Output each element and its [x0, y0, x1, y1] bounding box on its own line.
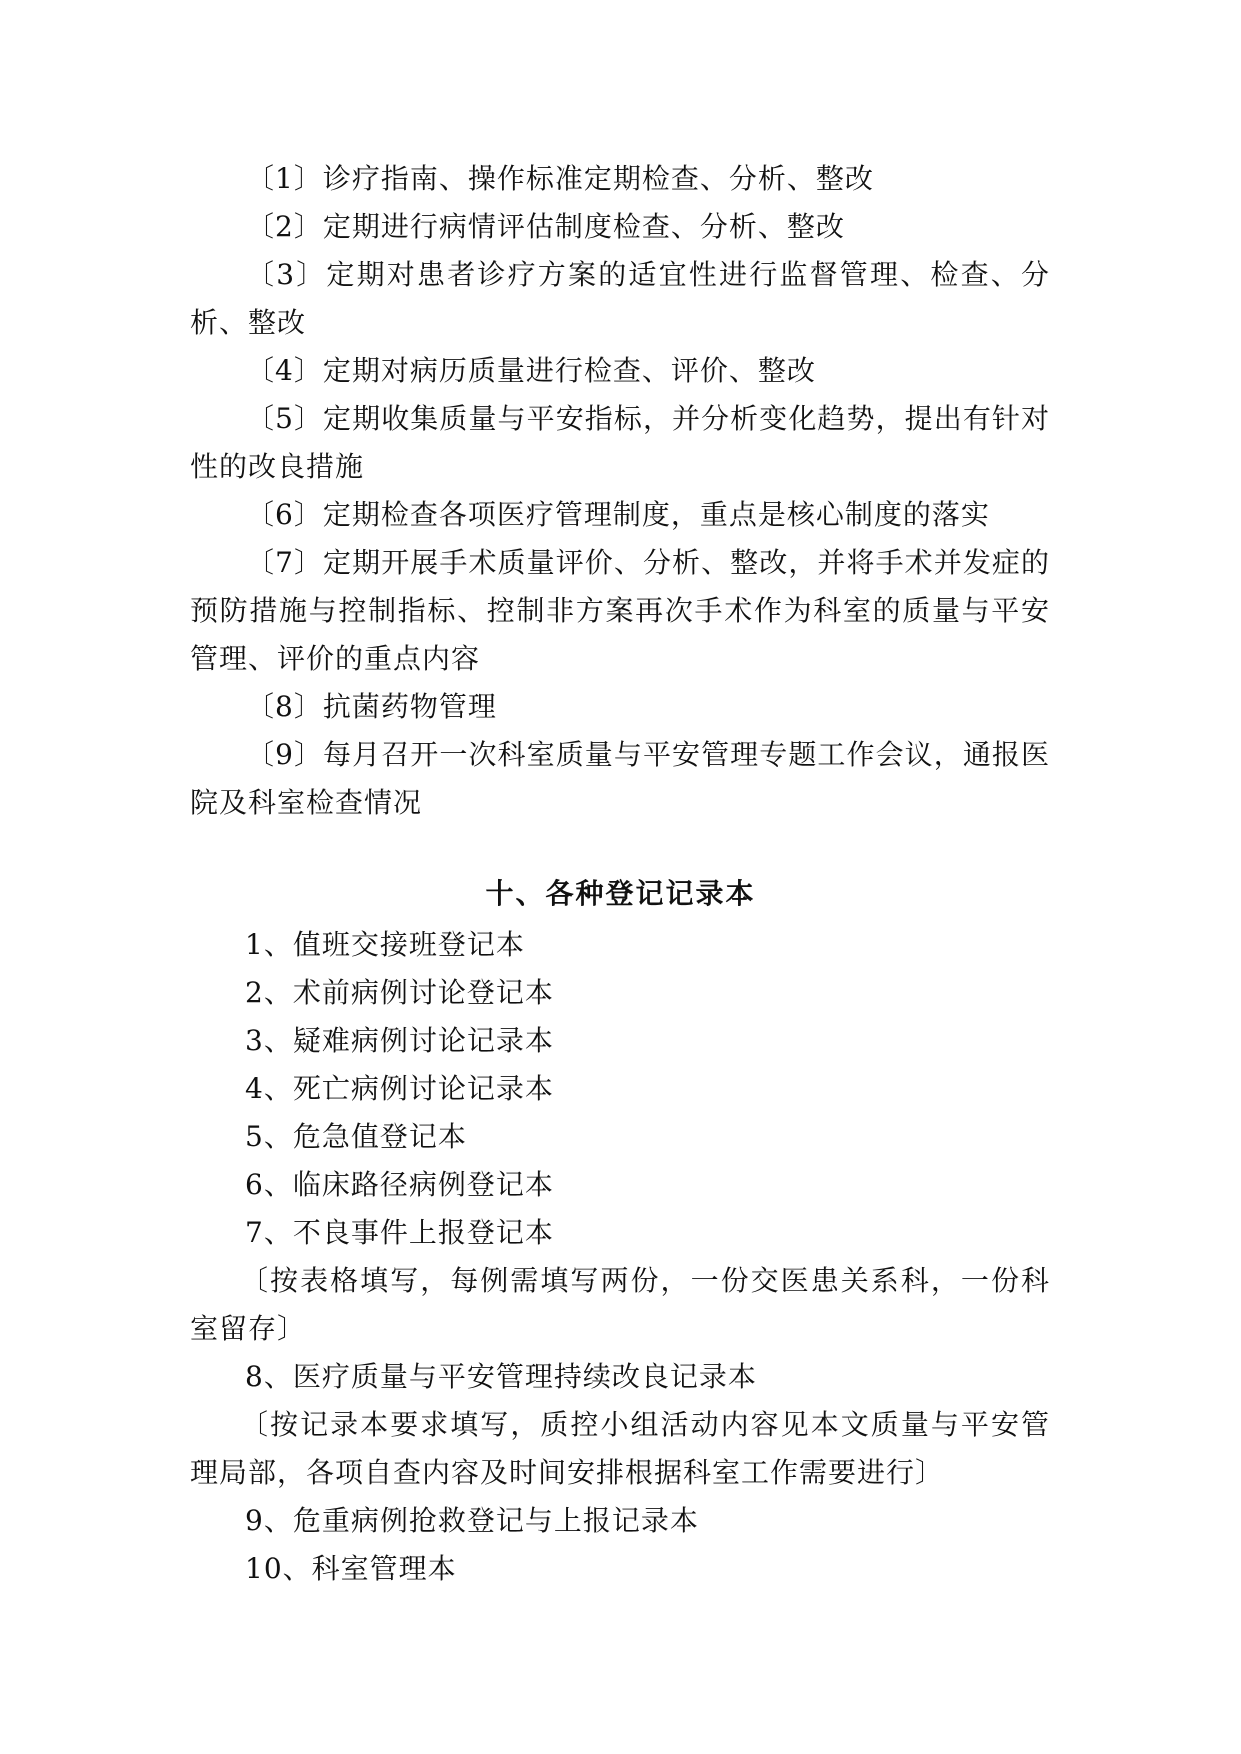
record-7-note: 〔按表格填写，每例需填写两份，一份交医患关系科，一份科室留存〕 — [190, 1264, 1050, 1345]
record-item-10: 10、科室管理本 — [245, 1552, 457, 1585]
measure-8: 〔8〕抗菌药物管理 — [246, 690, 497, 723]
measure-1: 〔1〕诊疗指南、操作标准定期检查、分析、整改 — [246, 162, 874, 195]
record-item-3: 3、疑难病例讨论记录本 — [245, 1024, 554, 1057]
measure-6: 〔6〕定期检查各项医疗管理制度，重点是核心制度的落实 — [246, 498, 990, 531]
record-item-2: 2、术前病例讨论登记本 — [245, 976, 554, 1009]
measure-4: 〔4〕定期对病历质量进行检查、评价、整改 — [246, 354, 816, 387]
record-item-8: 8、医疗质量与平安管理持续改良记录本 — [245, 1360, 757, 1393]
measure-2: 〔2〕定期进行病情评估制度检查、分析、整改 — [246, 210, 845, 243]
record-item-5: 5、危急值登记本 — [245, 1120, 467, 1153]
record-item-7: 7、不良事件上报登记本 — [245, 1216, 554, 1249]
record-item-4: 4、死亡病例讨论记录本 — [245, 1072, 554, 1105]
measure-7: 〔7〕定期开展手术质量评价、分析、整改，并将手术并发症的预防措施与控制指标、控制非方案再次手术作为科室的质量与平安管理、评价的重点内容 — [190, 546, 1050, 675]
measure-5: 〔5〕定期收集质量与平安指标，并分析变化趋势，提出有针对性的改良措施 — [190, 402, 1050, 483]
measure-9: 〔9〕每月召开一次科室质量与平安管理专题工作会议，通报医院及科室检查情况 — [190, 738, 1050, 819]
record-item-1: 1、值班交接班登记本 — [245, 928, 525, 961]
record-8-note: 〔按记录本要求填写，质控小组活动内容见本文质量与平安管理局部，各项自查内容及时间安排根据科室工作需要进行〕 — [190, 1408, 1050, 1489]
section-title: 十、各种登记记录本 — [485, 877, 756, 910]
record-item-9: 9、危重病例抢救登记与上报记录本 — [245, 1504, 699, 1537]
measure-3: 〔3〕定期对患者诊疗方案的适宜性进行监督管理、检查、分析、整改 — [190, 258, 1050, 339]
record-item-6: 6、临床路径病例登记本 — [245, 1168, 554, 1201]
